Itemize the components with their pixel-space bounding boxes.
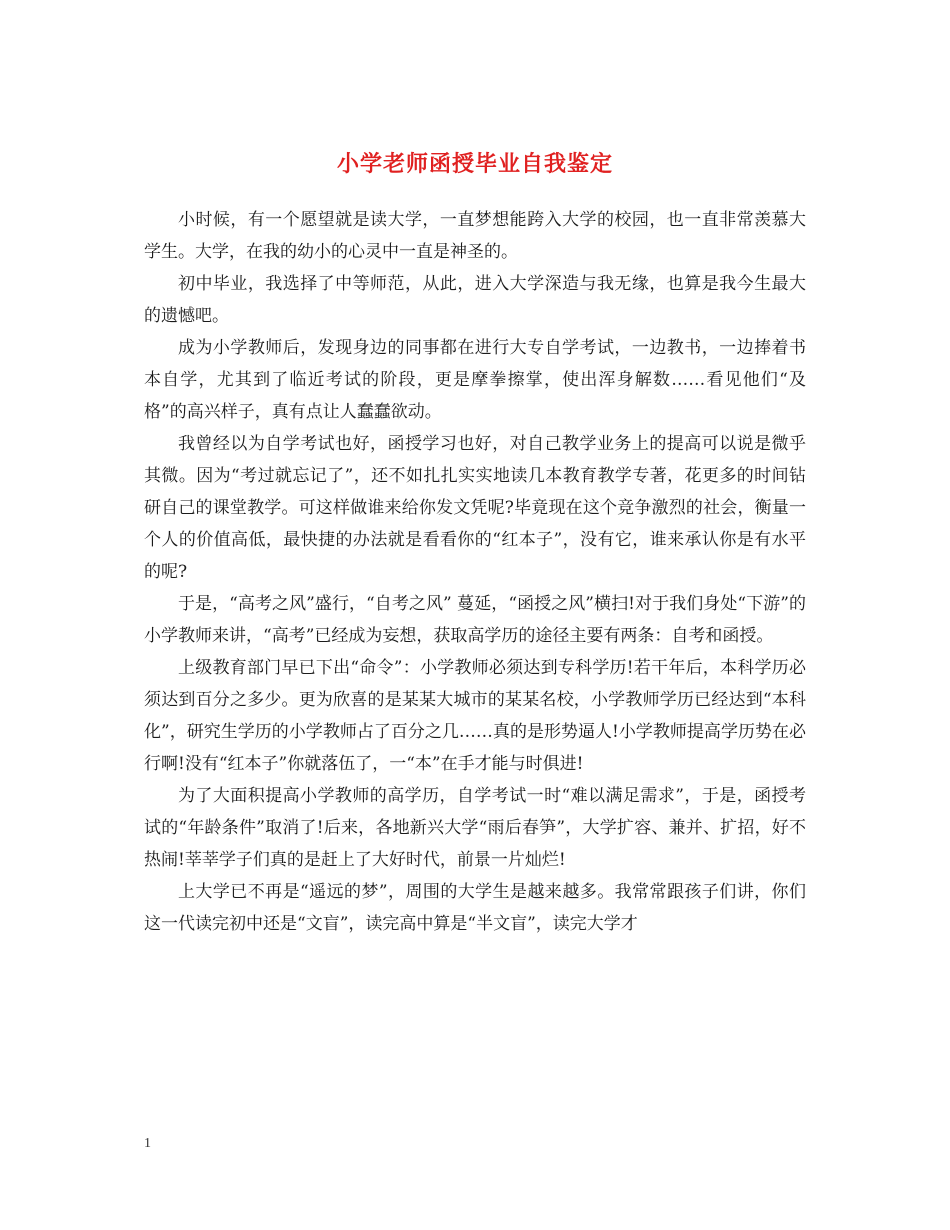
paragraph-5: 于是，“高考之风”盛行，“自考之风” 蔓延，“函授之风”横扫!对于我们身处“下游”的小学教师来讲，“高考”已经成为妄想，获取高学历的途径主要有两条：自考和函授。 [144, 594, 806, 646]
page-number: 1 [144, 1136, 151, 1151]
paragraph-7: 为了大面积提高小学教师的高学历，自学考试一时“难以满足需求”，于是，函授考试的“年龄条件”取消了!后来，各地新兴大学“雨后春笋”，大学扩容、兼并、扩招，好不热闹!莘莘学子们真的是赶上了大好时代，前景一片灿烂! [144, 786, 806, 870]
document-body [144, 204, 806, 940]
paragraph-1: 小时候，有一个愿望就是读大学，一直梦想能跨入大学的校园，也一直非常羡慕大学生。大学，在我的幼小的心灵中一直是神圣的。 [144, 210, 806, 262]
paragraph-6: 上级教育部门早已下出“命令”：小学教师必须达到专科学历!若干年后，本科学历必须达到百分之多少。更为欣喜的是某某大城市的某某名校，小学教师学历已经达到“本科化”，研究生学历的小学教师占了百分之几……真的是形势逼人!小学教师提高学历势在必行啊!没有“红本子”你就落伍了，一“本”在手才能与时俱进! [144, 658, 806, 774]
paragraph-8: 上大学已不再是“遥远的梦”，周围的大学生是越来越多。我常常跟孩子们讲，你们这一代读完初中还是“文盲”，读完高中算是“半文盲”，读完大学才 [144, 882, 806, 934]
paragraph-4: 我曾经以为自学考试也好，函授学习也好，对自己教学业务上的提高可以说是微乎其微。因为“考过就忘记了”，还不如扎扎实实地读几本教育教学专著，花更多的时间钻研自己的课堂教学。可这样做谁来给你发文凭呢?毕竟现在这个竞争激烈的社会，衡量一个人的价值高低，最快捷的办法就是看看你的“红本子”，没有它，谁来承认你是有水平的呢? [144, 434, 806, 582]
paragraph-3: 成为小学教师后，发现身边的同事都在进行大专自学考试，一边教书，一边捧着书本自学，尤其到了临近考试的阶段，更是摩拳擦掌，使出浑身解数……看见他们“及格”的高兴样子，真有点让人蠢蠢欲动。 [144, 338, 806, 422]
paragraph-2: 初中毕业，我选择了中等师范，从此，进入大学深造与我无缘，也算是我今生最大的遗憾吧。 [144, 274, 806, 326]
document-title: 小学老师函授毕业自我鉴定 [336, 150, 613, 177]
